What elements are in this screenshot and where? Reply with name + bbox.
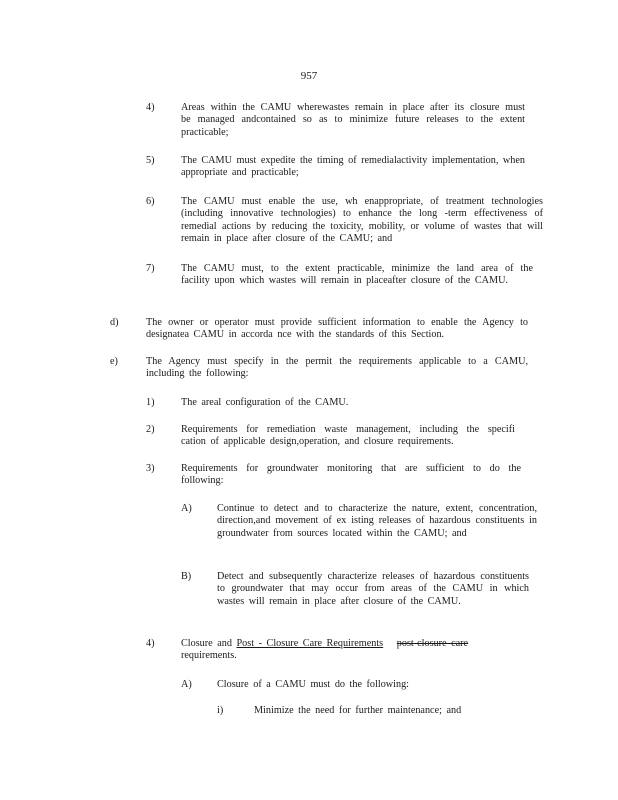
item-text: Continue to detect and to characterize the nature, extent, concentration, direction,and movement of ex isting releases of hazardous constituents in groundwater from sources located within the CAMU; and	[217, 503, 537, 539]
item-text: Requirements for remediation waste management, including the specifi cation of applicable design,operation, and closure requirements.	[181, 424, 515, 448]
item-text: Detect and subsequently characterize releases of hazardous constituents to groundwater that may occur from areas of the CAMU in which wastes will remain in place after closure of the CAMU.	[217, 571, 529, 607]
item-marker: 5)	[146, 155, 155, 166]
item-text: The areal configuration of the CAMU.	[181, 397, 349, 408]
item-marker: 6)	[146, 196, 155, 207]
item-marker: A)	[181, 503, 192, 514]
item-text: The CAMU must enable the use, wh enappropriate, of treatment technologies (including innovative technologies) to enhance the long -term effectiveness of remedial actions by reducing the toxicity, mobility, or volume of wastes that will remain in place after closure of the CAMU; and	[181, 196, 543, 245]
item-marker: e)	[110, 356, 118, 367]
item-text: The Agency must specify in the permit the requirements applicable to a CAMU, including the following:	[146, 356, 528, 380]
item-marker: d)	[110, 317, 119, 328]
item-text: The owner or operator must provide sufficient information to enable the Agency to designatea CAMU in accorda nce with the standards of this Section.	[146, 317, 528, 341]
item-text: Closure of a CAMU must do the following:	[217, 679, 409, 690]
item-marker: 4)	[146, 638, 155, 649]
item-text: Minimize the need for further maintenance; and	[254, 705, 462, 716]
item-marker: i)	[217, 705, 224, 716]
inserted-text: Post - Closure Care Requirements	[236, 638, 384, 649]
item-text: The CAMU must expedite the timing of remedialactivity implementation, when appropriate and practicable;	[181, 155, 525, 179]
item-marker: 1)	[146, 397, 155, 408]
item-marker: 7)	[146, 263, 155, 274]
page-number: 957	[300, 70, 318, 82]
item-marker: 4)	[146, 102, 155, 113]
item-text	[181, 638, 501, 663]
item-text: Requirements for groundwater monitoring that are sufficient to do the following:	[181, 463, 521, 487]
item-text: Areas within the CAMU wherewastes remain in place after its closure must be managed andcontained so as to minimize future releases to the extent practicable;	[181, 102, 525, 138]
item-marker: B)	[181, 571, 192, 582]
item-marker: 2)	[146, 424, 155, 435]
deleted-text: post-closure care	[396, 638, 469, 649]
item-marker: 3)	[146, 463, 155, 474]
item-text-plain: requirements.	[181, 650, 237, 662]
item-text: The CAMU must, to the extent practicable, minimize the land area of the facility upon which wastes will remain in placeafter closure of the CAMU.	[181, 263, 533, 287]
item-text-plain: Closure and	[181, 638, 237, 649]
item-marker: A)	[181, 679, 192, 690]
